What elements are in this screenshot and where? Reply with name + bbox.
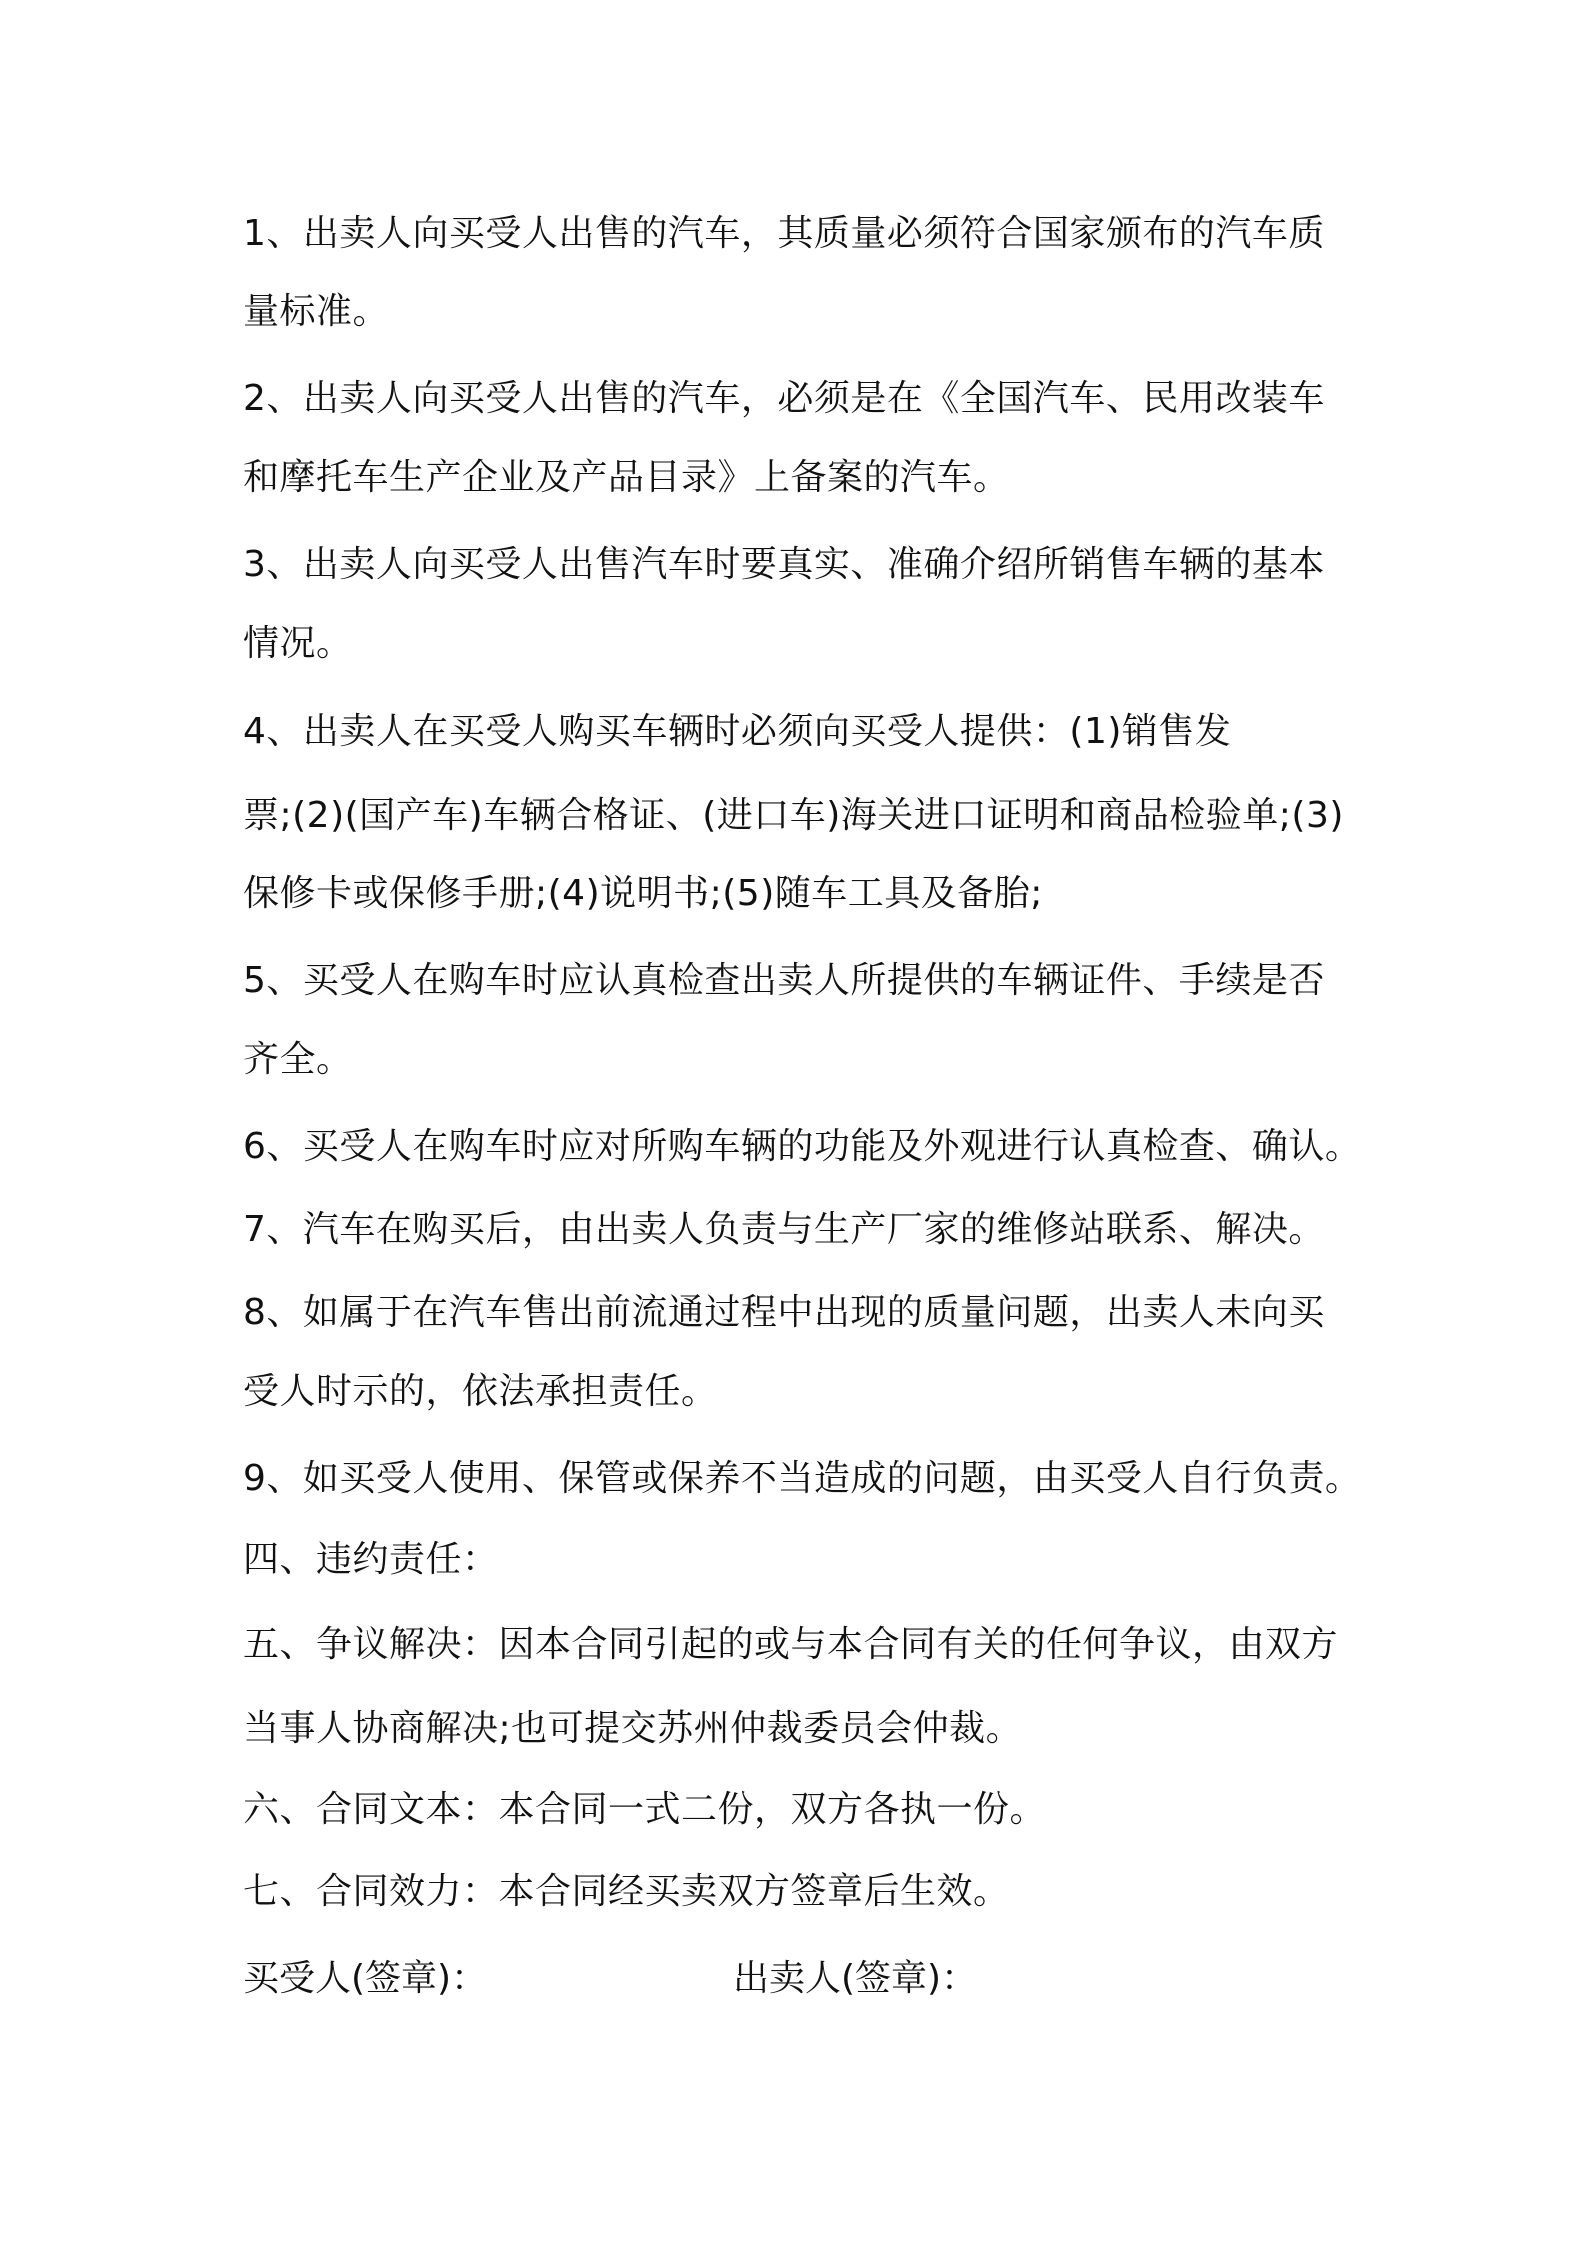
buyer-signature-label: 买受人(签章)： — [243, 1958, 488, 1999]
section-4-heading: 四、违约责任： — [243, 1539, 499, 1580]
clause-2-line-2: 和摩托车生产企业及产品目录》上备案的汽车。 — [243, 457, 1010, 498]
clause-6-line-1: 6、买受人在购车时应对所购车辆的功能及外观进行认真检查、确认。 — [243, 1126, 1362, 1167]
clause-8-line-1: 8、如属于在汽车售出前流通过程中出现的质量问题，出卖人未向买 — [243, 1292, 1325, 1333]
section-5-line-1: 五、争议解决：因本合同引起的或与本合同有关的任何争议，由双方 — [243, 1624, 1339, 1665]
clause-5-line-1: 5、买受人在购车时应认真检查出卖人所提供的车辆证件、手续是否 — [243, 960, 1325, 1001]
clause-1-line-2: 量标准。 — [243, 291, 390, 332]
clause-4-line-3: 保修卡或保修手册;(4)说明书;(5)随车工具及备胎; — [243, 873, 1043, 914]
section-7-line-1: 七、合同效力：本合同经买卖双方签章后生效。 — [243, 1871, 1010, 1912]
clause-8-line-2: 受人时示的，依法承担责任。 — [243, 1371, 718, 1412]
clause-3-line-1: 3、出卖人向买受人出售汽车时要真实、准确介绍所销售车辆的基本 — [243, 544, 1325, 585]
clause-4-line-1: 4、出卖人在买受人购买车辆时必须向买受人提供：(1)销售发 — [243, 711, 1232, 752]
seller-signature-label: 出卖人(签章)： — [733, 1958, 978, 1999]
clause-3-line-2: 情况。 — [243, 623, 353, 664]
clause-2-line-1: 2、出卖人向买受人出售的汽车，必须是在《全国汽车、民用改装车 — [243, 378, 1325, 419]
clause-7-line-1: 7、汽车在购买后，由出卖人负责与生产厂家的维修站联系、解决。 — [243, 1209, 1325, 1250]
clause-1-line-1: 1、出卖人向买受人出售的汽车，其质量必须符合国家颁布的汽车质 — [243, 213, 1325, 254]
clause-4-line-2: 票;(2)(国产车)车辆合格证、(进口车)海关进口证明和商品检验单;(3) — [243, 795, 1344, 836]
clause-9-line-1: 9、如买受人使用、保管或保养不当造成的问题，由买受人自行负责。 — [243, 1458, 1362, 1499]
section-6-line-1: 六、合同文本：本合同一式二份，双方各执一份。 — [243, 1789, 1047, 1830]
section-5-line-2: 当事人协商解决;也可提交苏州仲裁委员会仲裁。 — [243, 1708, 1023, 1749]
clause-5-line-2: 齐全。 — [243, 1039, 353, 1080]
